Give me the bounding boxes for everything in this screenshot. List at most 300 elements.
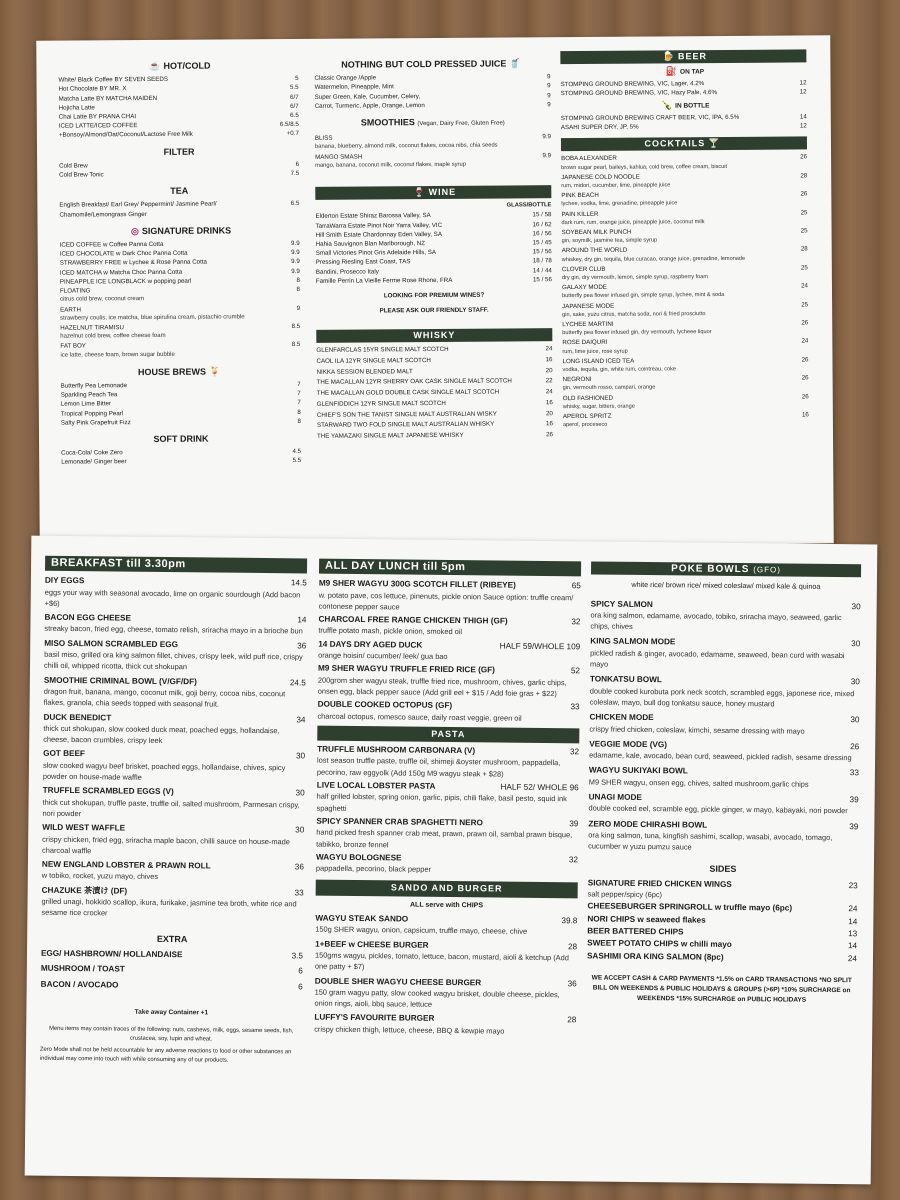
menu-item-name: Hojicha Latte: [58, 104, 95, 112]
menu-item: [316, 780, 578, 817]
menu-item-name: PAIN KILLER: [561, 210, 599, 218]
menu-item-row: [60, 322, 300, 333]
menu-item-description: dark rum, rum, orange juice, pineapple juice, coconut milk: [561, 218, 705, 226]
menu-item-description: charcoal octopus, romesco sauce, daily roast veggie, green oil: [317, 711, 522, 723]
menu-item-name: CHARCOAL FREE RANGE CHICKEN THIGH (GF): [318, 614, 508, 626]
menu-item-name: AROUND THE WORLD: [561, 247, 628, 255]
menu-item-price: HALF 52/ WHOLE 96: [500, 782, 579, 793]
menu-item: [315, 913, 577, 938]
menu-item-description: whiskey, dry gin, tequila, blue curacao, orange juice, grenadine, lemonade: [561, 255, 746, 263]
menu-item-price: 25: [800, 208, 808, 216]
poke-bowl-list: [588, 598, 861, 855]
poke-base-options: white rice/ brown rice/ mixed coleslaw/ mixed kale & quinoa: [631, 580, 821, 592]
menu-item: [317, 366, 553, 377]
menu-item-price: 15 / 58: [532, 211, 552, 219]
menu-item-name: WILD WEST WAFFLE: [42, 822, 126, 833]
menu-item-price: 30: [851, 639, 861, 649]
menu-item: [562, 282, 808, 302]
menu-item-price: 9: [547, 82, 551, 90]
menu-item: [317, 409, 553, 420]
menu-item-description: crispy fried chicken, coleslaw, kimchi, sesame dressing with mayo: [589, 724, 805, 736]
menu-item-price: 25: [800, 227, 808, 235]
menu-item-name: MANGO SMASH: [315, 153, 363, 161]
menu-item-price: 8: [297, 408, 301, 416]
menu-item-price: 36: [297, 641, 307, 651]
menu-item-name: Chai Latte BY PRANA CHAI: [58, 113, 137, 121]
menu-item: [61, 456, 301, 467]
menu-item-name: ZERO MODE CHIRASHI BOWL: [588, 819, 708, 830]
menu-item-description: citrus cold brew, coconut cream: [60, 296, 145, 303]
menu-item: [561, 87, 807, 98]
menu-item: [315, 132, 551, 152]
martini-icon: 🍸: [708, 138, 721, 149]
breakfast-list: [41, 575, 307, 921]
menu-item-name: NIKKA SESSION BLENDED MALT: [316, 367, 413, 376]
menu-item-name: SPICY SALMON: [590, 599, 653, 609]
menu-item-description: truffle potato mash, pickle onion, smoked oil: [318, 626, 463, 637]
menu-item-name: CHEESEBURGER SPRINGROLL w truffle mayo (6pc): [587, 901, 793, 913]
menu-item-price: 14: [799, 113, 807, 121]
menu-item-row: [587, 950, 857, 964]
menu-item: [41, 963, 303, 977]
payment-note: WE ACCEPT CASH & CARD PAYMENTS *1.5% on CARD TRANSACTIONS *NO SPLIT BILL ON WEEKENDS & PUBLIC HOLIDAYS & GROUPS (>6P) *10% SURCHARGE on WEEKENDS *15% SURCHARGE on PUBLIC HOLIDAYS: [591, 974, 852, 1004]
drinks-column-left: [58, 53, 301, 467]
menu-item-name: Pressing Riesling East Coast, TAS: [315, 258, 411, 267]
juice-glass-icon: 🥤: [509, 58, 521, 69]
menu-item-price: 30: [851, 601, 861, 611]
menu-item-name: Classic Orange /Apple: [314, 74, 377, 83]
menu-item-name: GOT BEEF: [43, 749, 85, 759]
menu-item-price: 16: [801, 411, 809, 419]
menu-item-description: w tobiko, rocket, yuzu mayo, chives: [41, 871, 159, 882]
menu-item: [314, 1012, 576, 1037]
menu-item-name: Coca-Cola/ Coke Zero: [61, 449, 123, 457]
menu-item-price: +0.7: [286, 130, 299, 138]
menu-item: [563, 392, 809, 412]
bottle-icon: 🍾: [660, 100, 673, 111]
poke-column: [587, 559, 862, 1006]
menu-item-description: pickled radish & ginger, avocado, edamame, seaweed, bean curd with wasabi mayo: [590, 648, 845, 669]
menu-item-price: 39: [849, 821, 859, 831]
menu-item-price: 22: [545, 377, 553, 385]
menu-item-price: 24: [848, 904, 858, 914]
menu-item: [561, 208, 807, 228]
menu-item: [318, 638, 580, 663]
menu-item-description: ora king salmon, tuna, kingfish sashimi, scallop, wasabi, avocado, tomago, cucumber w yuzu pumzu sauce: [588, 830, 833, 852]
menu-item: [561, 171, 807, 191]
menu-item-price: 4.5: [292, 448, 302, 456]
menu-item: [588, 818, 858, 855]
menu-item-name: JAPANESE COLD NOODLE: [561, 173, 640, 181]
menu-item-name: GLENFARCLAS 15YR SINGLE MALT SCOTCH: [316, 346, 449, 355]
in-bottle-label: 🍾 IN BOTTLE: [660, 100, 710, 111]
menu-item-name: STOMPING GROUND BREWING, VIC, Lager, 4.2%: [560, 79, 705, 88]
menu-item-name: STOMPING GROUND BREWING, VIC, Hazy Pale, 4.6%: [560, 88, 717, 98]
menu-item-description: rum, lime juice, rose syrup: [562, 348, 628, 355]
menu-item-name: FAT BOY: [60, 342, 86, 350]
menu-item-price: 28: [800, 245, 808, 253]
signature-drinks-list: [60, 239, 301, 360]
drinks-column-middle: [314, 51, 553, 442]
menu-item-name: LUFFY'S FAVOURITE BURGER: [314, 1012, 435, 1024]
menu-item-name: Hot Chocolate BY MR. X: [58, 85, 127, 94]
menu-item-price: 16 / 56: [532, 230, 552, 238]
menu-item-price: 9: [547, 91, 551, 99]
menu-item-price: 15 / 45: [532, 239, 552, 247]
menu-item: [587, 950, 857, 964]
menu-item: [42, 859, 304, 884]
cocktails-band: COCKTAILS 🍸: [561, 136, 807, 151]
menu-item-price: 33: [570, 702, 580, 712]
menu-item-description: 150g SHER wagyu, onion, capsicum, truffle mayo, cheese, chive: [315, 924, 528, 937]
menu-item-price: 26: [850, 742, 860, 752]
menu-item: [59, 169, 299, 180]
smoothies-subtitle: (Vegan, Dairy Free, Gluten Free): [417, 120, 505, 128]
menu-item-price: 8: [297, 417, 301, 425]
menu-item: [316, 344, 552, 355]
menu-item-price: 12: [799, 88, 807, 96]
menu-item-price: 26: [801, 374, 809, 382]
menu-item-price: 24.5: [289, 677, 306, 688]
menu-item-name: LYCHEE MARTINI: [562, 320, 614, 329]
tap-icon: ⛽: [665, 66, 678, 77]
lunch-column: [314, 557, 581, 1041]
menu-item-name: BACON / AVOCADO: [40, 979, 119, 990]
menu-item-price: 26: [800, 153, 808, 161]
tea-line-1: English Breakfast/ Earl Grey/ Peppermint/ Jasmine Pearl/: [59, 200, 217, 210]
beer-on-tap-list: [561, 78, 807, 98]
menu-item-name: DUCK BENEDICT: [43, 712, 112, 722]
takeaway-note: Take away Container +1: [134, 1008, 209, 1017]
menu-item-row: [317, 398, 553, 409]
menu-item-description: crispy chicken thigh, lettuce, cheese, BBQ & kewpie mayo: [314, 1024, 505, 1036]
menu-item-price: 7: [297, 390, 301, 398]
menu-item-row: [561, 171, 807, 182]
menu-item-price: 8: [296, 276, 300, 284]
menu-item-row: [562, 226, 808, 237]
tea-row: [59, 199, 299, 219]
menu-item-price: 26: [801, 356, 809, 364]
menu-item: [316, 816, 578, 853]
menu-item: [589, 712, 859, 737]
house-brews-list: [61, 380, 301, 428]
sando-burger-list: [314, 913, 577, 1038]
menu-item-description: vodka, tequila, gin, white rum, cointreau, coke: [562, 366, 677, 374]
menu-item-name: CHICKEN MODE: [589, 712, 654, 723]
menu-item-description: ora king salmon, edamame, avocado, tobiko, sriracha mayo, seaweed, garlic chips, chives: [590, 610, 842, 632]
extra-list: [41, 948, 303, 993]
menu-item-description: pappadella, pecorino, black pepper: [315, 863, 432, 874]
menu-item-price: 7: [297, 399, 301, 407]
menu-item-name: Lemonade/ Ginger beer: [61, 458, 127, 466]
menu-item-price: 25: [800, 264, 808, 272]
menu-item-price: 6/7: [290, 102, 299, 110]
menu-item-price: 30: [295, 788, 305, 798]
lunch-band: ALL DAY LUNCH till 5pm: [319, 559, 581, 577]
menu-item-price: 15 / 56: [532, 276, 552, 284]
beer-mug-icon: 🍺: [662, 51, 675, 62]
menu-item: [42, 785, 304, 822]
menu-item-row: [562, 337, 808, 348]
menu-item-name: ICED CHOCOLATE w Dark Choc Panna Cotta: [59, 250, 188, 258]
soft-drink-heading: SOFT DRINK: [153, 433, 209, 444]
menu-item-row: [317, 377, 553, 388]
menu-item-price: 9.9: [291, 258, 300, 266]
menu-item-name: BEER BATTERED CHIPS: [587, 926, 684, 937]
menu-item-price: 16: [545, 398, 553, 407]
menu-item-name: THE MACALLAN 12YR SHERRY OAK CASK SINGLE MALT SCOTCH: [316, 377, 512, 387]
pasta-band: PASTA: [317, 725, 579, 743]
hot-cold-list: [58, 74, 298, 140]
menu-item-name: NEGRONI: [562, 376, 592, 384]
menu-item-description: half grilled lobster, spring onion, garlic, pipis, chili flake, basil pesto, squid ink spaghetti: [316, 791, 567, 813]
menu-item-name: BOBA ALEXANDER: [561, 155, 617, 163]
menu-item-name: 1+BEEF w CHEESE BURGER: [315, 939, 429, 950]
menu-item-description: hazelnut cold brew, coffee cheese foam: [60, 332, 166, 340]
menu-item-name: PINK BEACH: [561, 191, 599, 200]
menu-item: [316, 851, 578, 876]
menu-item-name: M9 SHER WAGYU 300G SCOTCH FILLET (RIBEYE): [318, 578, 516, 590]
menu-item-price: 26: [800, 190, 808, 198]
menu-item-name: Hill Smith Estate Chardonnay Eden Valley, SA: [315, 230, 442, 239]
menu-item-price: 7: [297, 380, 301, 388]
menu-item-name: ASAHI SUPER DRY, JP, 5%: [560, 123, 639, 132]
menu-item: [316, 275, 552, 286]
menu-item: [44, 612, 306, 637]
menu-item-description: brown sugar pearl, baileys, kahlua, cold brew, coffee cream, biscuit: [561, 163, 728, 171]
menu-item-name: BACON EGG CHEESE: [44, 612, 131, 623]
menu-item: [589, 765, 859, 790]
menu-item-price: 26: [801, 319, 809, 327]
menu-item: [562, 318, 808, 338]
sando-burger-band: SANDO AND BURGER: [316, 880, 578, 898]
menu-item-price: 34: [296, 714, 306, 725]
menu-item-name: WAGYU BOLOGNESE: [315, 852, 402, 863]
menu-item-name: DOUBLE COOKED OCTOPUS (GF): [317, 699, 453, 711]
menu-item-price: 3.5: [291, 951, 304, 961]
menu-item-price: 30: [295, 751, 306, 761]
menu-item-name: CHAZUKE 茶漬け (DF): [41, 885, 128, 896]
juice-list: [314, 72, 550, 110]
menu-item-name: 14 DAYS DRY AGED DUCK: [318, 639, 423, 650]
menu-item-price: 24: [545, 388, 553, 396]
menu-item-price: 9.9: [542, 133, 551, 141]
menu-item: [317, 419, 553, 430]
menu-item: [318, 614, 580, 639]
menu-item-price: 8.5: [291, 341, 301, 349]
menu-item-price: 16: [545, 356, 553, 364]
menu-item-description: butterfly pea flower infused gin, dry vermouth, lycheee liquor: [562, 329, 712, 337]
menu-item-name: STOMPING GROUND BREWING CRAFT BEER, VIC, IPA, 6.5%: [560, 113, 740, 122]
menu-item-price: 15 / 56: [532, 248, 552, 256]
whisky-list: [316, 344, 553, 440]
menu-item-price: 14: [297, 615, 307, 625]
menu-item: [317, 387, 553, 398]
menu-item-row: [317, 430, 553, 441]
menu-item-price: 14 / 44: [532, 266, 552, 275]
menu-item-name: STRAWBERRY FREE w Lychee & Rose Panna Cotta: [59, 259, 208, 268]
menu-item-name: WAGYU STEAK SANDO: [315, 913, 409, 924]
lunch-list: [317, 578, 580, 724]
menu-item-description: gin, vermouth rosso, campari, orange: [562, 384, 656, 392]
wine-glass-bottle-header: GLASS/BOTTLE: [506, 202, 552, 209]
menu-item-description: 150 gram wagyu patty, slow cooked wagyu brisket, double cheese, pickles, onion rings, aioli, bbq sauce, lettuce: [314, 987, 560, 1009]
soft-drink-list: [61, 447, 301, 467]
menu-item-name: SWEET POTATO CHIPS w chilli mayo: [587, 938, 732, 950]
on-tap-label: ⛽ ON TAP: [665, 66, 705, 77]
menu-item-price: 9: [296, 304, 301, 312]
menu-item-name: OLD FASHIONED: [562, 394, 613, 402]
menu-item-name: ICED MATCHA w Matcha Choc Panna Cotta: [59, 268, 183, 277]
menu-item-price: 33: [849, 768, 859, 778]
menu-item-price: 20: [545, 409, 553, 417]
poke-band: POKE BOWLS (GFO): [591, 561, 861, 577]
menu-item-price: 13: [848, 929, 858, 939]
disclaimer-note: Zero Mode shall not be held accountable for any adverse reactions to food or other substances an individual may come into touch with while consuming any of our products.: [39, 1046, 292, 1064]
menu-item: [561, 153, 807, 173]
poke-gfo-note: (GFO): [753, 565, 781, 575]
menu-item-price: 28: [800, 172, 808, 180]
cocktail-list: [561, 153, 809, 431]
menu-item-row: [561, 208, 807, 219]
menu-item: [314, 975, 576, 1012]
menu-item-row: [61, 456, 301, 467]
menu-item: [43, 711, 305, 748]
menu-item-price: 39: [569, 819, 579, 829]
menu-item-row: [562, 245, 808, 256]
sando-subtitle: ALL serve with CHIPS: [409, 901, 484, 910]
menu-item-price: 30: [850, 677, 860, 687]
menu-item-row: [317, 366, 553, 377]
menu-item-price: 5: [295, 75, 299, 83]
menu-item: [317, 430, 553, 441]
menu-item-price: 24: [545, 345, 553, 353]
menu-item-name: Famille Perrin La Vieille Ferme Rose Rhone, FRA: [315, 276, 453, 285]
menu-item-name: APEROL SPRITZ: [562, 412, 612, 421]
menu-item: [588, 791, 858, 816]
menu-item-name: FLOATING: [59, 287, 91, 295]
hot-cold-heading: ☕ HOT/COLD: [149, 60, 211, 72]
menu-item-description: gin, sake, yuzu citrus, matcha soda, nori & fried prosciutto: [562, 310, 706, 318]
menu-item-description: dragon fruit, banana, mango, coconut milk, goji berry, cocoa nibs, coconut flakes, granola, chia seeds topped with seasonal fruit.: [43, 686, 286, 709]
menu-item-price: 65: [571, 581, 581, 591]
menu-item-description: M9 SHER wagyu, onsen egg, chives, salted mushroom,garlic chips: [588, 777, 809, 789]
menu-item-description: grilled unagi, hokkido scallop, ikura, furikake, jasmine tea broth, white rice and sesame rice crocker: [41, 896, 297, 918]
menu-item-price: 6: [298, 966, 303, 976]
menu-item-row: [41, 948, 303, 962]
menu-item-price: 36: [294, 862, 304, 872]
wine-bottle-icon: 🍷: [413, 187, 426, 198]
tea-options: [59, 199, 287, 219]
menu-item-price: 39: [849, 795, 859, 805]
menu-item: [43, 748, 305, 785]
menu-item-row: [59, 169, 299, 180]
menu-item-price: 39.8: [561, 916, 578, 926]
menu-item-row: [561, 121, 807, 132]
menu-item: [41, 978, 303, 992]
menu-item-row: [316, 355, 552, 366]
menu-item-price: 14: [847, 941, 858, 951]
menu-item-name: GALAXY MODE: [561, 283, 607, 292]
menu-item-name: LIVE LOCAL LOBSTER PASTA: [316, 780, 436, 791]
menu-item: [588, 877, 858, 902]
menu-item-name: Super Green, Kale, Cucumber, Celery,: [314, 92, 421, 101]
menu-item-name: TRUFFLE MUSHROOM CARBONARA (V): [317, 744, 476, 756]
menu-item-description: aperol, proceseco: [562, 422, 608, 429]
menu-item-description: slow cooked wagyu beef brisket, poached eggs, hollandaise, chives, spicy powder on house-made waffle: [42, 760, 286, 782]
menu-item-name: NORI CHIPS w seaweed flakes: [587, 914, 706, 925]
menu-item-row: [60, 285, 300, 296]
menu-item-row: [563, 374, 809, 385]
menu-item-description: 200grom sher wagyu steak, truffle fried rice, mushroom, chives, garlic chips, onsen egg, black pepper sauce (Add grill eel + $15 / Add foie gras + $22): [317, 675, 567, 699]
ask-staff-note: PLEASE ASK OUR FRIENDLY STAFF.: [379, 306, 489, 315]
menu-item-price: 52: [570, 666, 581, 676]
menu-item: [589, 738, 859, 763]
menu-item: [60, 285, 300, 305]
menu-item: [41, 948, 303, 962]
smoothies-heading: SMOOTHIES (Vegan, Dairy Free, Gluten Free): [360, 117, 505, 128]
menu-item-price: 36: [567, 978, 577, 988]
menu-item-description: hand picked fresh spanner crab meat, prawn, prawn oil, sambal prawn bisque, tabikko, bronze fennel: [316, 827, 573, 849]
menu-item-price: 9: [547, 101, 551, 109]
menu-item-description: w. potato pave, cos lettuce, pinenuts, pickle onion Sauce option: truffle cream/ contonese pepper sauce: [318, 590, 574, 612]
menu-item-name: SPICY SPANNER CRAB SPAGHETTI NERO: [316, 816, 483, 828]
extra-heading: EXTRA: [156, 933, 188, 944]
menu-item: [60, 322, 300, 342]
menu-item-name: TarraWarra Estate Pinot Noir Yarra Valley, VIC: [315, 221, 443, 230]
menu-item-name: THE YAMAZAKI SINGLE MALT JAPANESE WHISKY: [316, 431, 464, 440]
menu-item-price: 5.5: [292, 457, 302, 465]
menu-item-price: 26: [546, 431, 554, 439]
menu-item-description: butterfly pea flower infused gin, simple syrup, lychee, mint & soda: [562, 292, 725, 300]
menu-item-row: [317, 409, 553, 420]
menu-item: [315, 151, 551, 171]
signature-drinks-heading: ◎ SIGNATURE DRINKS: [130, 225, 232, 236]
menu-item-price: 30: [850, 715, 860, 725]
menu-item-name: SIGNATURE FRIED CHICKEN WINGS: [587, 878, 732, 889]
menu-item-name: Sparkling Peach Tea: [60, 391, 118, 399]
menu-item-row: [561, 87, 807, 98]
menu-item-row: [317, 387, 553, 398]
menu-item-name: SMOOTHIE CRIMINAL BOWL (V/GF/DF): [43, 675, 197, 687]
menu-item-price: 12: [799, 122, 807, 130]
menu-item-price: 6/7: [290, 93, 299, 101]
menu-item-name: THE MACALLAN GOLD DOUBLE CASK SINGLE MALT SCOTCH: [316, 388, 500, 397]
menu-item: [561, 121, 807, 132]
menu-item-price: 9.9: [291, 267, 300, 275]
menu-item-price: 9.9: [291, 240, 300, 248]
menu-item-price: 20: [545, 366, 553, 374]
juice-heading: NOTHING BUT COLD PRESSED JUICE 🥤: [341, 58, 521, 70]
beer-bottle-list: [561, 112, 807, 132]
wine-list: [315, 211, 552, 286]
menu-item: [315, 100, 551, 111]
menu-item-description: double cooked kurobuta pork neck scotch, scrambled eggs, japonese rice, mixed coleslaw, mayo, bull dog tonkatsu sauce, honey mustard: [589, 686, 855, 709]
menu-item-name: EARTH: [60, 305, 81, 314]
drinks-column-right: [560, 45, 809, 430]
menu-item-name: Small Victories Pinot Gris Adelaide Hills, SA: [315, 249, 437, 258]
menu-item-description: ice latte, cheese foam, brown sugar bubble: [60, 351, 175, 359]
menu-item: [316, 355, 552, 366]
menu-item-row: [561, 190, 807, 201]
menu-item-price: 28: [567, 941, 578, 951]
menu-item-name: JAPANESE MODE: [562, 302, 615, 310]
menu-item-name: TONKATSU BOWL: [589, 674, 662, 685]
menu-item-row: [563, 410, 809, 421]
menu-item-name: Elderton Estate Shiraz Barossa Valley, SA: [315, 212, 431, 221]
menu-item-price: 32: [569, 747, 580, 757]
menu-item-name: Lemon Lime Bitter: [60, 400, 112, 408]
